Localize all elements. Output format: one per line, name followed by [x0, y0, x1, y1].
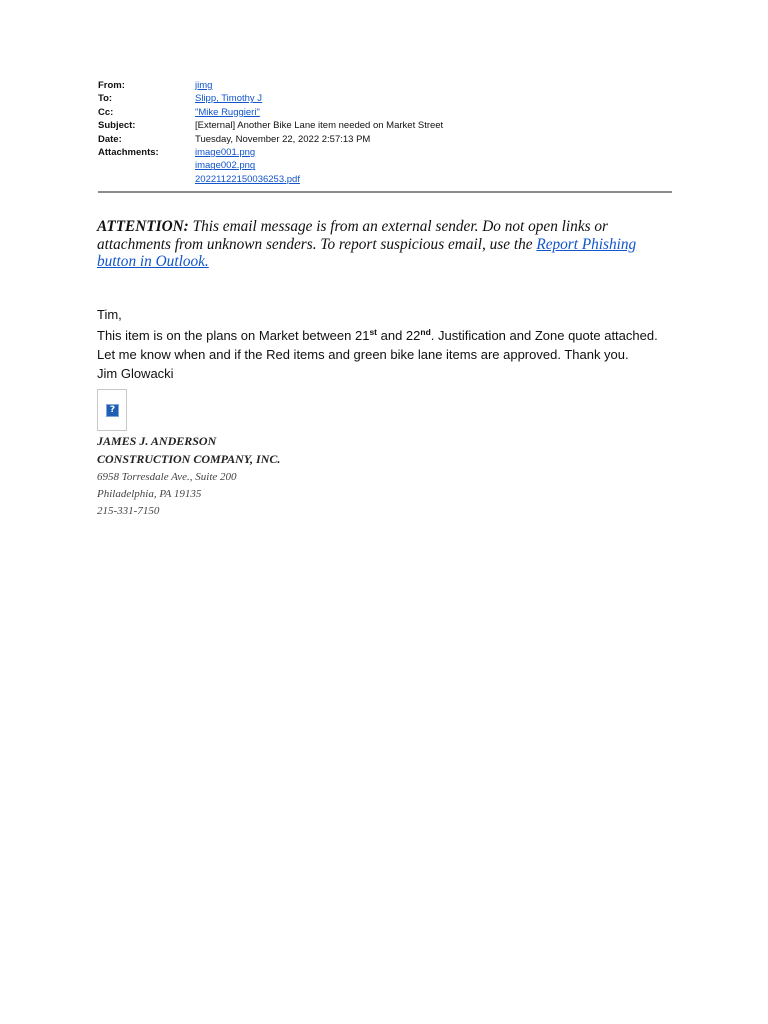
to-label: To: [98, 93, 113, 105]
subject-value: [External] Another Bike Lane item needed on Market Street [195, 120, 444, 132]
signature-phone: 215-331-7150 [97, 505, 160, 517]
attachment-link[interactable]: image001.png [195, 147, 256, 159]
line1-part1: This item is on the plans on Market between 21 [97, 328, 370, 343]
signature-company: CONSTRUCTION COMPANY, INC. [97, 452, 281, 466]
to-row [98, 92, 672, 105]
attachment-link[interactable]: image002.png [195, 160, 256, 172]
line1-part3: . Justification and Zone quote attached. [430, 328, 658, 343]
cc-label: Cc: [98, 106, 114, 118]
message-line-2: Let me know when and if the Red items and green bike lane items are approved. Thank you. [97, 347, 629, 362]
cc-link[interactable]: "Mike Ruggieri" [195, 106, 260, 118]
broken-image-question-icon: ? [106, 404, 119, 417]
attention-text: This email message is from an external sender. Do not open links or attachments from unknown senders. To report suspicious email, use the [97, 218, 608, 253]
signature-address-line-2: Philadelphia, PA 19135 [97, 488, 202, 500]
attachment-link[interactable]: 20221122150036253.pdf [195, 173, 300, 185]
signature-image-placeholder[interactable] [97, 389, 127, 431]
header-divider [98, 191, 672, 193]
external-sender-warning [97, 218, 657, 271]
subject-row [98, 119, 672, 132]
report-phishing-link[interactable]: Report Phishing button in Outlook. [97, 235, 637, 270]
greeting: Tim, [97, 307, 122, 322]
email-header [98, 79, 672, 186]
ordinal-suffix: st [369, 327, 377, 337]
from-link[interactable]: jimg [195, 80, 213, 91]
date-label: Date: [98, 133, 122, 145]
from-row [98, 79, 672, 92]
signature-name: JAMES J. ANDERSON [97, 434, 217, 448]
signature-address-line-1: 6958 Torresdale Ave., Suite 200 [97, 471, 237, 483]
message-line-3: Jim Glowacki [97, 366, 174, 381]
attachments-row [98, 146, 672, 186]
to-link[interactable]: Slipp, Timothy J [195, 93, 263, 105]
attachments-list [195, 146, 672, 186]
cc-row [98, 106, 672, 119]
date-value: Tuesday, November 22, 2022 2:57:13 PM [195, 133, 371, 145]
attention-label: ATTENTION: [97, 218, 189, 235]
subject-label: Subject: [98, 120, 136, 132]
message-body [97, 326, 677, 383]
from-label: From: [98, 80, 125, 91]
ordinal-suffix: nd [420, 327, 431, 337]
message-line-1 [97, 326, 677, 345]
line1-part2: and 22 [377, 328, 421, 343]
date-row [98, 133, 672, 146]
attachments-label: Attachments: [98, 147, 159, 159]
